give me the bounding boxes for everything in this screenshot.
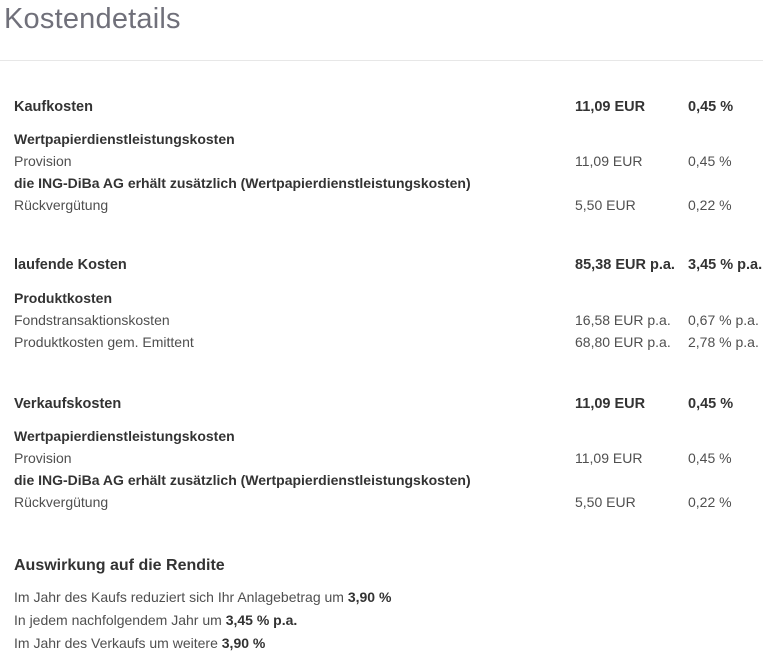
section-rows-kaufkosten — [14, 128, 763, 216]
section-label: Kaufkosten — [14, 99, 93, 115]
impact-line-kauf — [14, 586, 763, 609]
row-label: Wertpapierdienstleistungskosten — [14, 428, 235, 444]
row-label: Wertpapierdienstleistungskosten — [14, 131, 235, 147]
impact-text: In jedem nachfolgendem Jahr um — [14, 612, 226, 628]
row-eur-value: 68,80 EUR p.a. — [575, 334, 671, 350]
row-label: Produktkosten gem. Emittent — [14, 334, 194, 350]
row-pct-value: 0,45 % — [688, 450, 732, 466]
section-rows-verkaufskosten — [14, 425, 763, 513]
row-label: Rückvergütung — [14, 197, 109, 213]
section-pct-value: 0,45 % — [688, 396, 734, 412]
row-label: Provision — [14, 450, 72, 466]
impact-text: Im Jahr des Kaufs reduziert sich Ihr Anlagebetrag um — [14, 589, 348, 605]
row-pct-value: 0,67 % p.a. — [688, 312, 759, 328]
row-eur-value: 11,09 EUR — [575, 450, 643, 466]
impact-value: 3,90 % — [347, 589, 392, 605]
impact-lines — [14, 586, 763, 655]
row-label: die ING-DiBa AG erhält zusätzlich (Wertpapierdienstleistungskosten) — [14, 472, 471, 488]
table-row — [14, 287, 763, 309]
impact-text: Im Jahr des Verkaufs um weitere — [14, 635, 222, 651]
impact-value: 3,90 % — [221, 635, 266, 651]
table-row — [14, 194, 763, 216]
row-eur-value: 16,58 EUR p.a. — [575, 312, 671, 328]
row-eur-value: 5,50 EUR — [575, 197, 636, 213]
section-header-laufende-kosten — [14, 254, 763, 276]
table-row — [14, 331, 763, 353]
table-row — [14, 309, 763, 331]
row-eur-value: 5,50 EUR — [575, 494, 636, 510]
row-pct-value: 0,45 % — [688, 153, 732, 169]
table-row — [14, 491, 763, 513]
row-label: Provision — [14, 153, 72, 169]
section-label: laufende Kosten — [14, 257, 127, 273]
table-row — [14, 172, 763, 194]
section-header-verkaufskosten — [14, 393, 763, 415]
table-row — [14, 425, 763, 447]
table-row — [14, 469, 763, 491]
section-eur-value: 11,09 EUR — [575, 99, 646, 115]
table-row — [14, 447, 763, 469]
row-pct-value: 0,22 % — [688, 494, 732, 510]
table-row — [14, 150, 763, 172]
page-title: Kostendetails — [4, 3, 181, 35]
row-pct-value: 0,22 % — [688, 197, 732, 213]
row-label: die ING-DiBa AG erhält zusätzlich (Wertpapierdienstleistungskosten) — [14, 175, 471, 191]
row-label: Produktkosten — [14, 290, 113, 306]
section-header-kaufkosten — [14, 96, 763, 118]
section-rows-laufende-kosten — [14, 287, 763, 353]
section-label: Verkaufskosten — [14, 396, 122, 412]
row-label: Rückvergütung — [14, 494, 109, 510]
section-pct-value: 0,45 % — [688, 99, 734, 115]
impact-line-folgejahr — [14, 609, 763, 632]
impact-section — [0, 555, 763, 655]
impact-title: Auswirkung auf die Rendite — [14, 557, 225, 574]
row-eur-value: 11,09 EUR — [575, 153, 643, 169]
section-eur-value: 11,09 EUR — [575, 396, 646, 412]
section-eur-value: 85,38 EUR p.a. — [575, 257, 675, 273]
costs-table — [0, 96, 763, 513]
row-label: Fondstransaktionskosten — [14, 312, 170, 328]
table-row — [14, 128, 763, 150]
section-pct-value: 3,45 % p.a. — [688, 257, 763, 273]
row-pct-value: 2,78 % p.a. — [688, 334, 759, 350]
title-divider — [0, 60, 763, 61]
impact-line-verkauf — [14, 632, 763, 655]
impact-value: 3,45 % p.a. — [225, 612, 298, 628]
